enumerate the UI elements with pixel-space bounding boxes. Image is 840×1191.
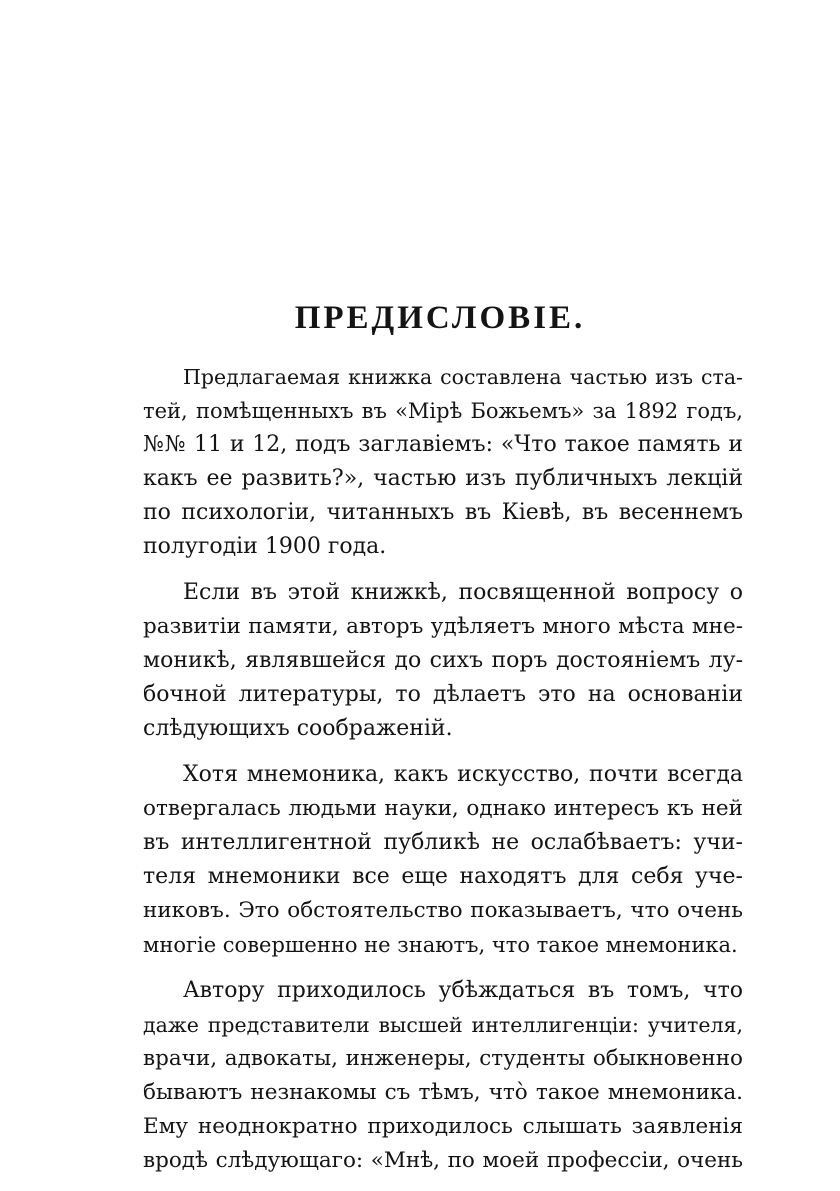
text-line: даже представители высшей интеллигенціи: учителя, <box>143 1013 743 1037</box>
text-line: врачи, адвокаты, инженеры, студенты обыкновенно <box>143 1046 743 1071</box>
paragraph-1 <box>143 360 743 564</box>
paragraph-3 <box>143 758 743 962</box>
text-line: №№ 11 и 12, подъ заглавіемъ: «Что такое память и <box>143 432 743 457</box>
text-line: никовъ. Это обстоятельство показываетъ, что очень <box>143 898 743 923</box>
text-line: Если въ этой книжкѣ, посвященной вопросу о <box>183 580 743 605</box>
text-line: Хотя мнемоника, какъ искусство, почти всегда <box>183 762 743 787</box>
text-line: развитіи памяти, авторъ удѣляетъ много мѣста мне- <box>143 614 743 639</box>
text-line: слѣдующихъ соображеній. <box>143 716 453 741</box>
page-title: ПРЕДИСЛОВІЕ. <box>294 300 586 336</box>
text-line: теля мнемоники все еще находятъ для себя уче- <box>143 864 743 889</box>
text-line: тей, помѣщенныхъ въ «Мірѣ Божьемъ» за 1892 годъ, <box>143 399 743 423</box>
text-line: моникѣ, являвшейся до сихъ поръ достояніемъ лу- <box>143 648 743 673</box>
text-line: полугодіи 1900 года. <box>143 534 387 559</box>
text-line: по психологіи, читанныхъ въ Кіевѣ, въ весеннемъ <box>143 500 743 525</box>
paragraph-2 <box>143 576 743 746</box>
text-line: Автору приходилось убѣждаться въ томъ, что <box>183 978 743 1003</box>
preface-text <box>143 360 743 1190</box>
text-line: отвергалась людьми науки, однако интересъ къ ней <box>143 796 743 821</box>
text-line: какъ ее развить?», частью изъ публичныхъ лекцій <box>143 466 743 491</box>
text-line: въ интеллигентной публикѣ не ослабѣваетъ: учи- <box>143 830 743 855</box>
text-line: вродѣ слѣдующаго: «Мнѣ, по моей профессіи, очень <box>143 1148 743 1173</box>
paragraph-4 <box>143 974 743 1178</box>
text-line: Предлагаемая книжка составлена частью изъ ста- <box>183 365 743 389</box>
text-line: бываютъ незнакомы съ тѣмъ, что̀ такое мнемоника. <box>143 1080 743 1105</box>
text-line: многіе совершенно не знаютъ, что такое мнемоника. <box>143 933 738 957</box>
text-line: бочной литературы, то дѣлаетъ это на основаніи <box>143 682 743 707</box>
text-line: Ему неоднократно приходилось слышать заявленія <box>143 1114 743 1139</box>
